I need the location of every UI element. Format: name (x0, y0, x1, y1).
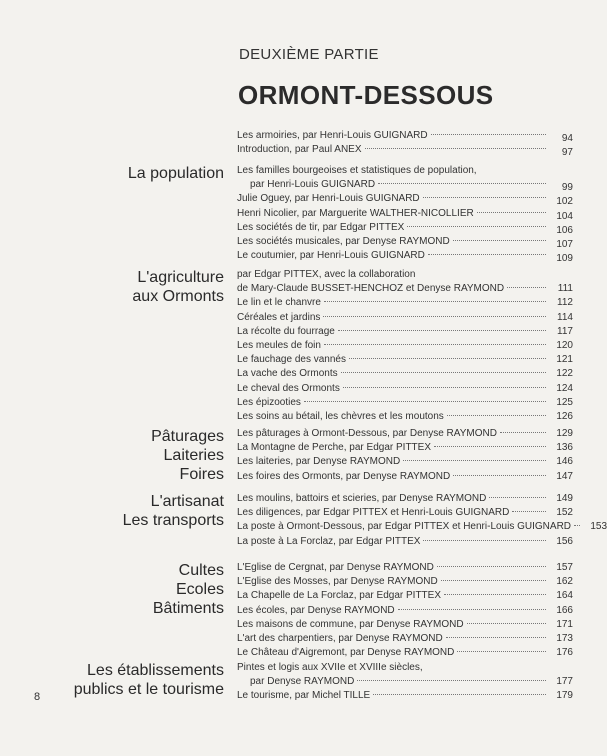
section-heading (24, 561, 224, 618)
toc-entry (237, 143, 573, 157)
toc-entry (237, 561, 573, 575)
dot-leader (341, 372, 546, 373)
toc-entry-page: 157 (556, 562, 573, 573)
toc-entry (237, 207, 573, 221)
dot-leader (324, 344, 546, 345)
toc-entry-title: Le tourisme, par Michel TILLE (237, 690, 371, 702)
section-heading (24, 268, 224, 306)
dot-leader (446, 637, 546, 638)
toc-entry-title: Le coutumier, par Henri-Louis GUIGNARD (237, 250, 425, 262)
part-label: DEUXIÈME PARTIE (239, 46, 379, 63)
dot-leader (407, 226, 546, 227)
dot-leader (477, 212, 546, 213)
toc-entry-page: 156 (556, 535, 573, 547)
dot-leader (324, 301, 546, 302)
toc-entry-title: La Montagne de Perche, par Edgar PITTEX (237, 442, 431, 454)
toc-entry-page: 173 (556, 633, 573, 645)
toc-entry (237, 506, 573, 520)
toc-entry-title: La poste à Ormont-Dessous, par Edgar PITTEX et Henri-Louis GUIGNARD (237, 521, 572, 533)
toc-entry-title: Le lin et le chanvre (237, 297, 321, 309)
toc-entry-page: 99 (561, 182, 573, 194)
dot-leader (434, 446, 546, 447)
toc-entry-page: 146 (556, 456, 573, 468)
section-entries (237, 561, 573, 660)
toc-entry-page: 152 (556, 507, 573, 519)
toc-entry-line: Pintes et logis aux XVIIe et XVIIIe siècles, (237, 662, 423, 673)
toc-entry-title: L'Eglise de Cergnat, par Denyse RAYMOND (237, 562, 434, 573)
toc-entry-title: par Denyse RAYMOND (250, 676, 355, 688)
dot-leader (423, 197, 546, 198)
toc-entry-page: 107 (556, 239, 573, 251)
toc-entry-title: Les moulins, battoirs et scieries, par Denyse RAYMOND (237, 493, 487, 504)
toc-entry-title: Céréales et jardins (237, 311, 321, 323)
dot-leader (500, 432, 546, 433)
toc-entry (237, 646, 573, 660)
section-heading-line: Les établissements (87, 662, 224, 679)
toc-entry (237, 339, 573, 353)
dot-leader (403, 460, 546, 461)
toc-entry (237, 589, 573, 603)
toc-entry (237, 410, 573, 424)
toc-entry-page: 124 (556, 382, 573, 394)
toc-entry-page: 164 (556, 590, 573, 602)
toc-entry (237, 353, 573, 367)
toc-entry-title: L'art des charpentiers, par Denyse RAYMOND (237, 633, 443, 645)
toc-entry (237, 604, 573, 618)
section-heading-line: Laiteries (163, 447, 224, 464)
toc-entry (237, 455, 573, 469)
toc-entry (237, 618, 573, 632)
section-entries (237, 661, 573, 704)
dot-leader (323, 316, 546, 317)
toc-entry-page: 153 (590, 521, 607, 533)
section-heading-line: Pâturages (151, 428, 224, 445)
toc-entry-title: Julie Oguey, par Henri-Louis GUIGNARD (237, 193, 420, 205)
dot-leader (489, 497, 546, 498)
dot-leader (467, 623, 546, 624)
toc-entry-line: par Edgar PITTEX, avec la collaboration (237, 269, 416, 280)
toc-entry-title: Les armoiries, par Henri-Louis GUIGNARD (237, 130, 428, 141)
toc-entry (237, 325, 573, 339)
section-entries (237, 268, 573, 424)
section-entries (237, 492, 607, 549)
section-heading-line: Bâtiments (152, 600, 224, 617)
toc-entry-page: 149 (556, 493, 573, 504)
toc-entry-page: 106 (556, 224, 573, 236)
section-entries (237, 427, 573, 484)
section-heading-line: Les transports (122, 512, 224, 529)
toc-entry (237, 235, 573, 249)
section-heading-line: Cultes (178, 562, 224, 579)
toc-entry-page: 179 (556, 690, 573, 702)
toc-entry-title: La vache des Ormonts (237, 368, 338, 380)
section-entries (237, 164, 573, 263)
toc-entry-page: 171 (556, 618, 573, 630)
dot-leader (338, 330, 546, 331)
toc-entry (237, 249, 573, 263)
toc-entry-page: 166 (556, 604, 573, 616)
dot-leader (444, 594, 546, 595)
toc-entry (237, 311, 573, 325)
toc-entry-page: 94 (561, 133, 573, 144)
toc-entry (237, 129, 573, 143)
toc-entry-title: Introduction, par Paul ANEX (237, 144, 362, 156)
toc-entry (237, 470, 573, 484)
toc-entry-title: La Chapelle de La Forclaz, par Edgar PITTEX (237, 590, 441, 602)
toc-entry-page: 177 (556, 676, 573, 688)
toc-entry-title: L'Eglise des Mosses, par Denyse RAYMOND (237, 576, 438, 588)
toc-entry-page: 126 (556, 411, 573, 423)
toc-entry (237, 296, 573, 310)
section-entries (237, 129, 573, 157)
toc-entry-page: 102 (556, 196, 573, 208)
toc-entry-title: Les soins au bétail, les chèvres et les moutons (237, 411, 444, 423)
dot-leader (512, 511, 546, 512)
dot-leader (349, 358, 546, 359)
part-title: ORMONT-DESSOUS (238, 80, 494, 110)
toc-entry (237, 178, 573, 192)
toc-entry-page: 112 (557, 297, 573, 309)
dot-leader (437, 566, 546, 567)
toc-entry-title: par Henri-Louis GUIGNARD (250, 179, 376, 191)
toc-entry-page: 147 (556, 470, 573, 482)
dot-leader (453, 475, 546, 476)
section-heading-line: La population (127, 165, 224, 182)
toc-entry-page: 125 (556, 396, 573, 408)
toc-entry-title: Les sociétés musicales, par Denyse RAYMOND (237, 236, 450, 248)
toc-entry-page: 104 (556, 210, 573, 222)
toc-entry-title: de Mary-Claude BUSSET-HENCHOZ et Denyse RAYMOND (237, 283, 505, 295)
toc-entry-page: 117 (557, 325, 573, 337)
section-heading-line: publics et le tourisme (73, 681, 224, 698)
dot-leader (304, 401, 546, 402)
toc-entry-page: 162 (556, 576, 573, 588)
toc-entry (237, 282, 573, 296)
toc-entry (237, 520, 607, 534)
toc-entry-title: Les pâturages à Ormont-Dessous, par Denyse RAYMOND (237, 428, 497, 439)
dot-leader (365, 148, 546, 149)
toc-entry (237, 575, 573, 589)
toc-entry-page: 136 (556, 442, 573, 454)
toc-entry-title: Les sociétés de tir, par Edgar PITTEX (237, 221, 405, 233)
toc-entry (237, 427, 573, 441)
toc-entry (237, 221, 573, 235)
dot-leader (574, 525, 580, 526)
toc-entry-title: Le cheval des Ormonts (237, 382, 340, 394)
section-heading-line: L'artisanat (150, 493, 224, 510)
toc-entry (237, 492, 573, 506)
toc-entry-title: Le fauchage des vannés (237, 354, 346, 366)
dot-leader (453, 240, 546, 241)
section-heading (24, 661, 224, 699)
toc-entry-title: Henri Nicolier, par Marguerite WALTHER-NICOLLIER (237, 207, 474, 219)
toc-entry-page: 114 (557, 311, 573, 323)
toc-entry-page: 109 (556, 253, 573, 265)
dot-leader (378, 183, 546, 184)
toc-entry-page: 120 (556, 340, 573, 352)
dot-leader (423, 540, 546, 541)
section-heading-line: Foires (179, 466, 224, 483)
toc-entry (237, 441, 573, 455)
toc-entry-page: 176 (556, 647, 573, 659)
toc-entry-page: 129 (556, 428, 573, 439)
toc-entry-title: Les laiteries, par Denyse RAYMOND (237, 456, 401, 468)
section-heading-line: L'agriculture (137, 269, 224, 286)
dot-leader (431, 134, 546, 135)
toc-entry-page: 97 (561, 147, 573, 159)
dot-leader (457, 651, 546, 652)
section-heading (24, 427, 224, 484)
toc-entry-title: Le Château d'Aigremont, par Denyse RAYMOND (237, 647, 455, 659)
section-heading-line: Ecoles (175, 581, 224, 598)
toc-entry-page: 122 (556, 368, 573, 380)
toc-entry (237, 675, 573, 689)
toc-entry (237, 535, 573, 549)
section-heading-line: aux Ormonts (132, 288, 224, 305)
dot-leader (447, 415, 546, 416)
dot-leader (373, 694, 546, 695)
toc-entry (237, 382, 573, 396)
toc-entry-title: Les maisons de commune, par Denyse RAYMOND (237, 618, 464, 630)
toc-entry-line: Les familles bourgeoises et statistiques de population, (237, 165, 477, 176)
dot-leader (441, 580, 546, 581)
toc-entry-title: Les foires des Ormonts, par Denyse RAYMOND (237, 470, 451, 482)
toc-entry-title: Les diligences, par Edgar PITTEX et Henri-Louis GUIGNARD (237, 507, 510, 519)
toc-entry (237, 632, 573, 646)
section-heading (24, 492, 224, 530)
section-heading (24, 164, 224, 183)
dot-leader (507, 287, 546, 288)
toc-entry-title: La poste à La Forclaz, par Edgar PITTEX (237, 535, 421, 547)
toc-entry-title: La récolte du fourrage (237, 325, 335, 337)
toc-entry (237, 367, 573, 381)
dot-leader (343, 387, 546, 388)
page-number: 8 (34, 691, 41, 703)
dot-leader (357, 680, 546, 681)
toc-entry (237, 689, 573, 703)
toc-entry-title: Les meules de foin (237, 340, 321, 352)
toc-entry-page: 121 (556, 354, 573, 366)
toc-entry-page: 111 (557, 283, 573, 295)
toc-entry (237, 192, 573, 206)
dot-leader (398, 609, 546, 610)
toc-entry (237, 396, 573, 410)
toc-entry-title: Les écoles, par Denyse RAYMOND (237, 604, 395, 616)
dot-leader (428, 254, 546, 255)
toc-entry-title: Les épizooties (237, 396, 301, 408)
